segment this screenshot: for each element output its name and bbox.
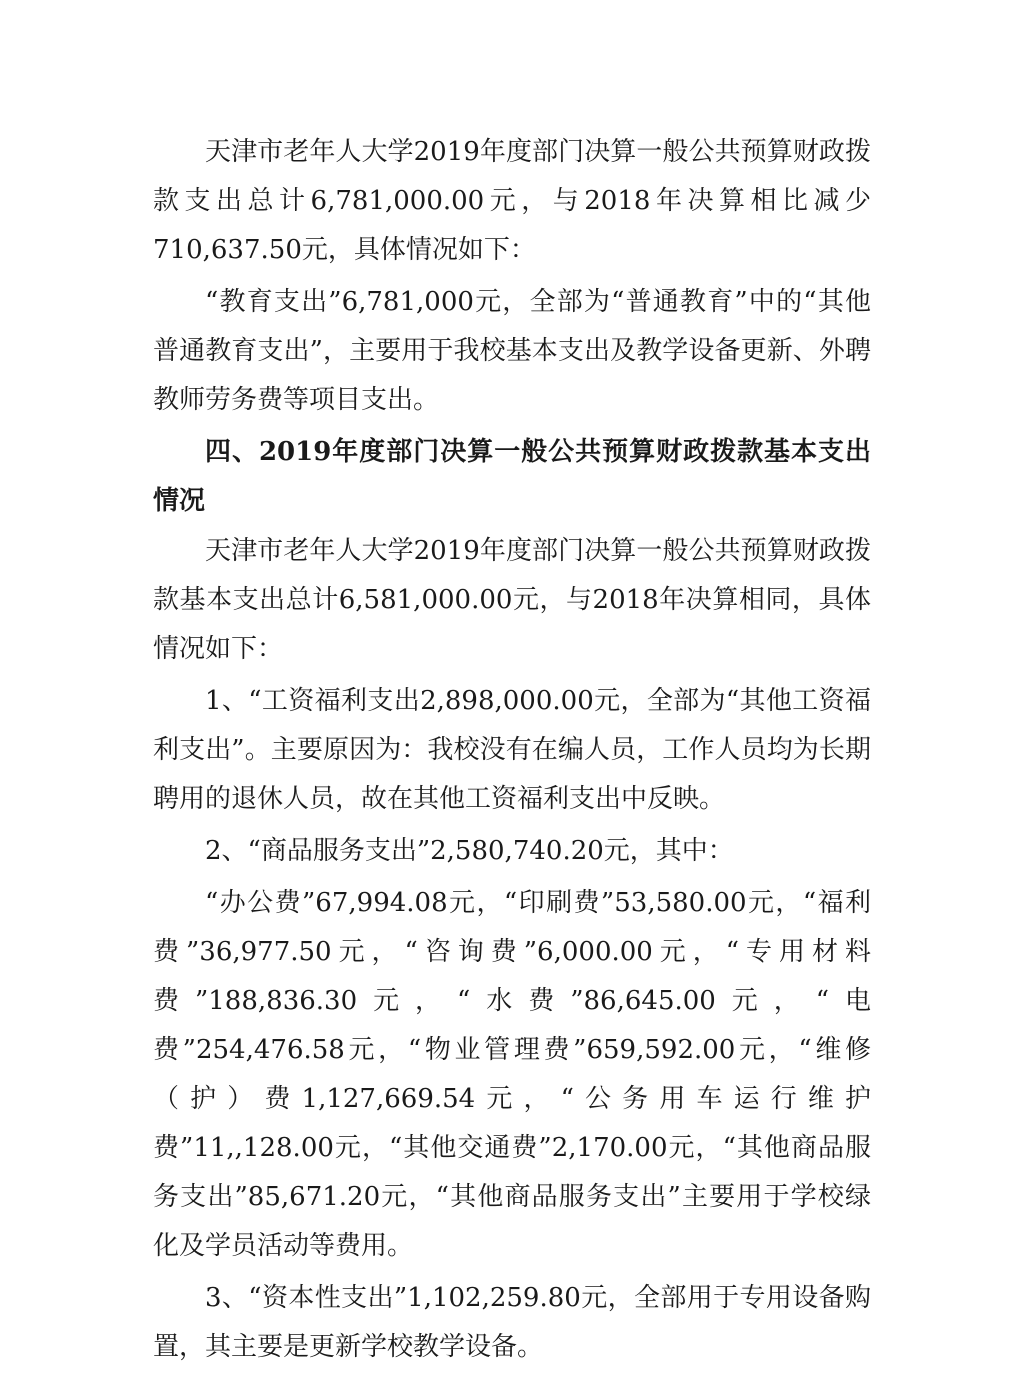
paragraph-salary-welfare: 1、“工资福利支出2,898,000.00元，全部为“其他工资福利支出”。主要原因为：我校没有在编人员，工作人员均为长期聘用的退休人员，故在其他工资福利支出中反映。 (153, 686, 871, 814)
paragraph-basic-expenditure-total: 天津市老年人大学2019年度部门决算一般公共预算财政拨款基本支出总计6,581,000.00元，与2018年决算相同，具体情况如下： (153, 536, 871, 664)
paragraph-goods-services-detail: “办公费”67,994.08元，“印刷费”53,580.00元，“福利费”36,977.50元，“咨询费”6,000.00元，“专用材料费”188,836.30元，“水费”86,645.00元，“电费”254,476.58元，“物业管理费”659,592.00元，“维修（护）费1,127,669.54元，“公务用车运行维护费”11,,128.00元，“其他交通费”2,170.00元，“其他商品服务支出”85,671.20元，“其他商品服务支出”主要用于学校绿化及学员活动等费用。 (153, 888, 871, 1261)
paragraph-education-expenditure: “教育支出”6,781,000元，全部为“普通教育”中的“其他普通教育支出”，主要用于我校基本支出及教学设备更新、外聘教师劳务费等项目支出。 (153, 287, 871, 415)
section-heading-basic-expenditure: 四、2019年度部门决算一般公共预算财政拨款基本支出情况 (153, 437, 871, 516)
paragraph-capital-expenditure: 3、“资本性支出”1,102,259.80元，全部用于专用设备购置，其主要是更新学校教学设备。 (153, 1283, 871, 1362)
document-body (153, 128, 871, 1375)
paragraph-total-expenditure: 天津市老年人大学2019年度部门决算一般公共预算财政拨款支出总计6,781,000.00元，与2018年决算相比减少710,637.50元，具体情况如下： (153, 137, 871, 265)
paragraph-goods-services: 2、“商品服务支出”2,580,740.20元，其中： (205, 836, 734, 866)
